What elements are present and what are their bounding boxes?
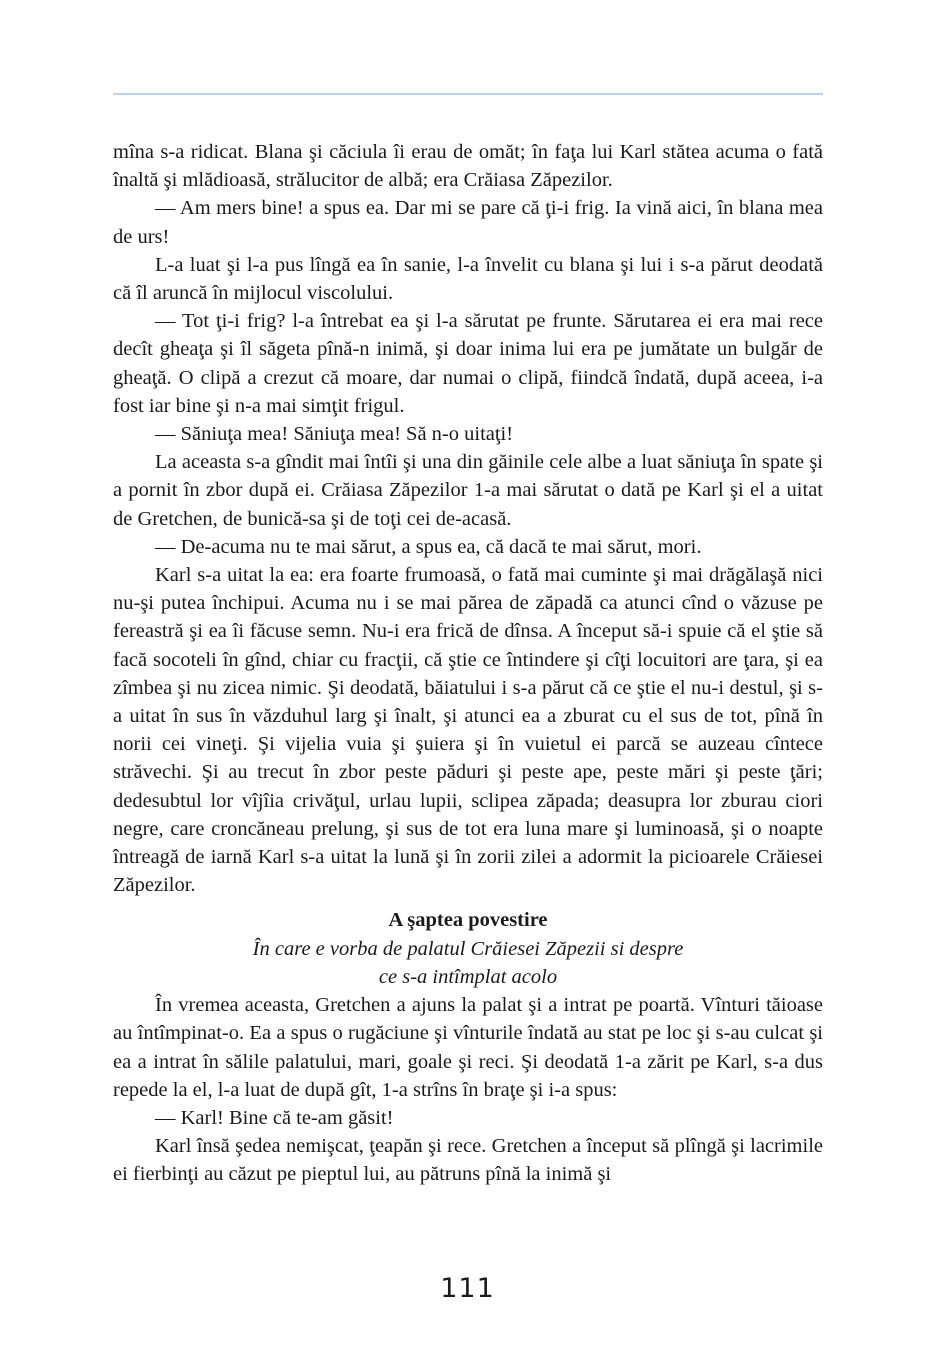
- paragraph: — De-acuma nu te mai sărut, a spus ea, că dacă te mai sărut, mori.: [155, 535, 702, 558]
- paragraph: Karl însă şedea nemişcat, ţeapăn şi rece. Gretchen a început să plîngă şi lacrimile ei fierbinţi au căzut pe pieptul lui, au pătruns pînă la inimă şi: [113, 1135, 823, 1186]
- paragraph: mîna s-a ridicat. Blana şi căciula îi erau de omăt; în faţa lui Karl stătea acuma o fată înaltă şi mlădioasă, strălucitor de albă; era Crăiasa Zăpezilor.: [113, 141, 823, 192]
- page-body: [113, 138, 823, 1189]
- paragraph: — Karl! Bine că te-am găsit!: [155, 1106, 394, 1129]
- paragraph: — Am mers bine! a spus ea. Dar mi se pare că ţi-i frig. Ia vină aici, în blana mea de urs!: [113, 197, 823, 248]
- paragraph: Karl s-a uitat la ea: era foarte frumoasă, o fată mai cuminte şi mai drăgălaşă nici nu-şi putea închipui. Acuma nu i se mai părea de zăpadă ca atunci cînd o văzuse pe fereastră şi ea îi făcuse semn. Nu-i era frică de dînsa. A început să-i spuie că el ştie să facă socoteli în gînd, chiar cu fracţii, că ştie ce întindere şi cîţi locuitori are ţara, şi ea zîmbea şi nu zicea nimic. Şi deodată, băiatului i s-a părut că ce ştie el nu-i destul, şi s-a uitat în sus în văzduhul larg şi înalt, şi atunci ea a zburat cu el sus de tot, pînă în norii cei vineţi. Şi vijelia vuia şi şuiera şi în vuietul ei parcă se auzeau cîntece străvechi. Şi au trecut în zbor peste păduri şi peste ape, peste mări şi peste ţări; dedesubtul lor vîjîia crivăţul, urlau lupii, sclipea zăpada; deasupra lor zburau ciori negre, care croncăneau prelung, şi sus de tot era luna mare şi luminoasă, şi o noapte întreagă de iarnă Karl s-a uitat la lună şi în zorii zilei a adormit la picioarele Crăiesei Zăpezilor.: [113, 564, 823, 897]
- paragraph: La aceasta s-a gîndit mai întîi şi una din găinile cele albe a luat săniuţa în spate şi a pornit în zbor după ei. Crăiasa Zăpezilor 1-a mai sărutat o dată pe Karl şi el a uitat de Gretchen, de bunică-sa şi de toţi cei de-acasă.: [113, 451, 823, 530]
- section-subtitle-line-1: În care e vorba de palatul Crăiesei Zăpezii si despre: [252, 937, 684, 960]
- section-title: A şaptea povestire: [388, 909, 548, 932]
- header-rule: [113, 93, 823, 95]
- page-number: 111: [440, 1273, 495, 1304]
- paragraph: — Săniuţa mea! Săniuţa mea! Să n-o uitaţi!: [155, 423, 514, 446]
- section-subtitle-line-2: ce s-a intîmplat acolo: [378, 965, 558, 988]
- paragraph: — Tot ţi-i frig? l-a întrebat ea şi l-a sărutat pe frunte. Sărutarea ei era mai rece decît gheaţa şi îl săgeta pînă-n inimă, şi doar inima lui era pe jumătate un bulgăr de gheaţă. O clipă a crezut că moare, dar numai o clipă, fiindcă îndată, după aceea, i-a fost iar bine şi n-a mai simţit frigul.: [113, 310, 823, 417]
- paragraph: În vremea aceasta, Gretchen a ajuns la palat şi a intrat pe poartă. Vînturi tăioase au întîmpinat-o. Ea a spus o rugăciune şi vînturile îndată au stat pe loc şi s-au culcat şi ea a intrat în sălile palatului, mari, goale şi reci. Şi deodată 1-a zărit pe Karl, s-a dus repede la el, l-a luat de după gît, 1-a strîns în braţe şi i-a spus:: [113, 994, 823, 1101]
- paragraph: L-a luat şi l-a pus lîngă ea în sanie, l-a învelit cu blana şi lui i s-a părut deodată că îl aruncă în mijlocul viscolului.: [113, 253, 823, 305]
